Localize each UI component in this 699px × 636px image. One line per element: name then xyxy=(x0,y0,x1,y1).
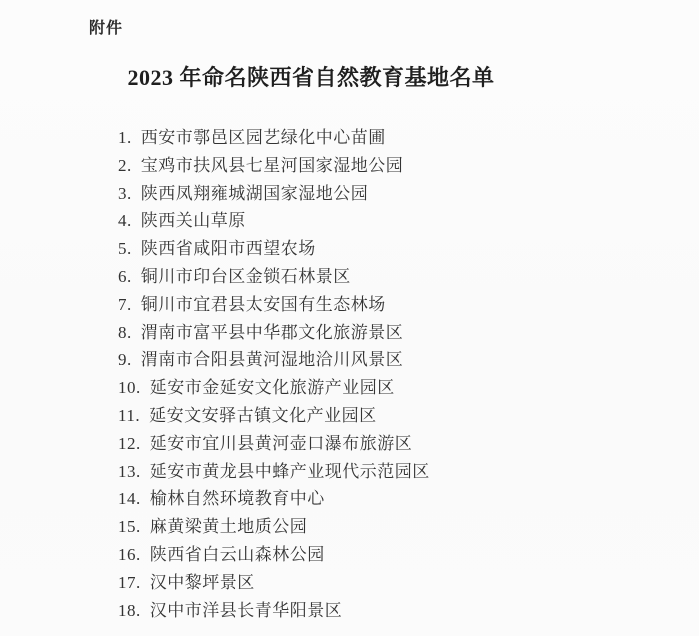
item-number: 14. xyxy=(118,489,141,509)
base-list xyxy=(118,124,638,624)
item-number: 12. xyxy=(118,433,141,453)
item-name: 陕西省咸阳市西望农场 xyxy=(140,239,316,259)
item-name: 陕西凤翔雍城湖国家湿地公园 xyxy=(140,183,369,203)
item-number: 16. xyxy=(118,544,141,564)
list-item xyxy=(118,346,638,374)
item-number: 18. xyxy=(118,600,141,620)
list-item xyxy=(118,291,638,319)
list-item xyxy=(118,319,638,347)
item-name: 汉中黎坪景区 xyxy=(149,572,255,592)
item-name: 陕西关山草原 xyxy=(140,211,246,231)
list-item xyxy=(118,235,638,263)
item-number: 6. xyxy=(118,266,132,286)
page-title: 2023 年命名陕西省自然教育基地名单 xyxy=(127,65,495,90)
item-number: 1. xyxy=(118,128,132,147)
item-number: 11. xyxy=(118,405,141,425)
item-name: 延安文安驿古镇文化产业园区 xyxy=(149,405,377,425)
item-number: 2. xyxy=(118,155,132,175)
item-name: 延安市黄龙县中蜂产业现代示范园区 xyxy=(149,461,430,481)
item-number: 8. xyxy=(118,322,132,342)
item-number: 3. xyxy=(118,183,132,203)
list-item xyxy=(118,541,638,569)
list-item xyxy=(118,263,638,291)
list-item xyxy=(118,207,638,235)
list-item xyxy=(118,569,638,597)
item-name: 渭南市富平县中华郡文化旅游景区 xyxy=(140,322,404,342)
item-number: 13. xyxy=(118,461,141,481)
list-item xyxy=(118,152,638,180)
item-name: 铜川市宜君县太安国有生态林场 xyxy=(140,294,386,314)
list-item xyxy=(118,597,638,625)
item-name: 榆林自然环境教育中心 xyxy=(149,489,325,509)
attachment-label: 附件 xyxy=(89,20,124,37)
item-number: 10. xyxy=(118,378,141,398)
list-item xyxy=(118,513,638,541)
list-item xyxy=(118,180,638,208)
item-number: 15. xyxy=(118,517,141,537)
item-number: 17. xyxy=(118,572,141,592)
item-name: 宝鸡市扶风县七星河国家湿地公园 xyxy=(140,155,404,175)
item-name: 陕西省白云山森林公园 xyxy=(149,544,325,564)
list-item xyxy=(118,374,638,402)
list-item xyxy=(118,124,638,152)
item-name: 汉中市洋县长青华阳景区 xyxy=(149,600,343,620)
item-number: 4. xyxy=(118,211,132,231)
list-item xyxy=(118,458,638,486)
item-name: 铜川市印台区金锁石林景区 xyxy=(140,266,351,286)
item-name: 延安市宜川县黄河壶口瀑布旅游区 xyxy=(149,433,413,453)
list-item xyxy=(118,402,638,430)
item-name: 延安市金延安文化旅游产业园区 xyxy=(149,378,395,398)
item-number: 9. xyxy=(118,350,132,370)
item-name: 麻黄梁黄土地质公园 xyxy=(149,517,308,537)
item-number: 7. xyxy=(118,294,132,314)
item-name: 西安市鄠邑区园艺绿化中心苗圃 xyxy=(140,128,386,147)
list-item xyxy=(118,485,638,513)
item-number: 5. xyxy=(118,239,132,259)
item-name: 渭南市合阳县黄河湿地洽川风景区 xyxy=(140,350,404,370)
list-item xyxy=(118,430,638,458)
